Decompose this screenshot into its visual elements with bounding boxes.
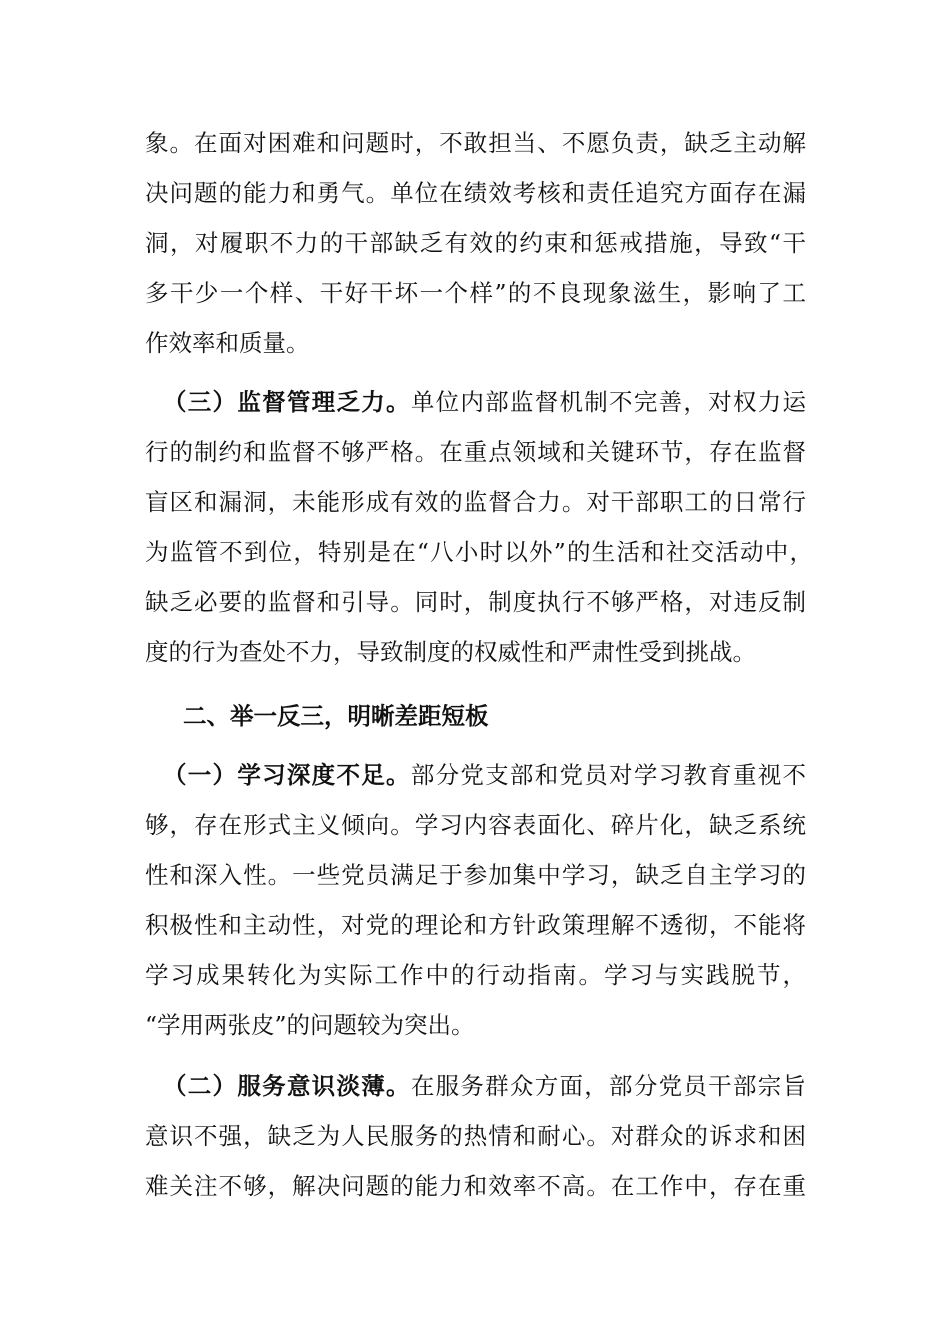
text-line: 难关注不够，解决问题的能力和效率不高。在工作中，存在重: [145, 1172, 806, 1200]
section-heading: 二、举一反三，明晰差距短板: [183, 702, 489, 730]
text-line: 学习成果转化为实际工作中的行动指南。学习与实践脱节，: [145, 961, 806, 989]
paragraph-lead: （一）学习深度不足。: [163, 761, 411, 789]
text-line: 为监管不到位，特别是在“八小时以外”的生活和社交活动中，: [145, 538, 813, 566]
text-line: 行的制约和监督不够严格。在重点领域和关键环节，存在监督: [145, 438, 806, 466]
text-span: 部分党支部和党员对学习教育重视不: [410, 761, 807, 789]
paragraph-lead: （二）服务意识淡薄。: [163, 1072, 411, 1100]
text-line: 象。在面对困难和问题时，不敢担当、不愿负责，缺乏主动解: [145, 129, 806, 157]
text-line: 盲区和漏洞，未能形成有效的监督合力。对干部职工的日常行: [145, 488, 806, 516]
paragraph-lead: （三）监督管理乏力。: [163, 388, 411, 416]
text-line: 意识不强，缺乏为人民服务的热情和耐心。对群众的诉求和困: [145, 1122, 806, 1150]
text-line: [163, 1071, 806, 1101]
text-line: 作效率和质量。: [145, 329, 310, 357]
text-line: [163, 387, 806, 417]
text-line: 缺乏必要的监督和引导。同时，制度执行不够严格，对违反制: [145, 588, 806, 616]
text-span: 在服务群众方面，部分党员干部宗旨: [410, 1072, 807, 1100]
text-span: 单位内部监督机制不完善，对权力运: [410, 388, 807, 416]
text-line: 性和深入性。一些党员满足于参加集中学习，缺乏自主学习的: [145, 861, 806, 889]
text-line: 够，存在形式主义倾向。学习内容表面化、碎片化，缺乏系统: [145, 811, 806, 839]
text-line: 多干少一个样、干好干坏一个样”的不良现象滋生，影响了工: [145, 279, 806, 307]
text-line: 洞，对履职不力的干部缺乏有效的约束和惩戒措施，导致“干: [145, 229, 806, 257]
text-line: “学用两张皮”的问题较为突出。: [145, 1011, 475, 1039]
text-line: [163, 760, 806, 790]
text-line: 度的行为查处不力，导致制度的权威性和严肃性受到挑战。: [145, 638, 756, 666]
text-line: 积极性和主动性，对党的理论和方针政策理解不透彻，不能将: [145, 911, 806, 939]
text-line: 决问题的能力和勇气。单位在绩效考核和责任追究方面存在漏: [145, 179, 806, 207]
